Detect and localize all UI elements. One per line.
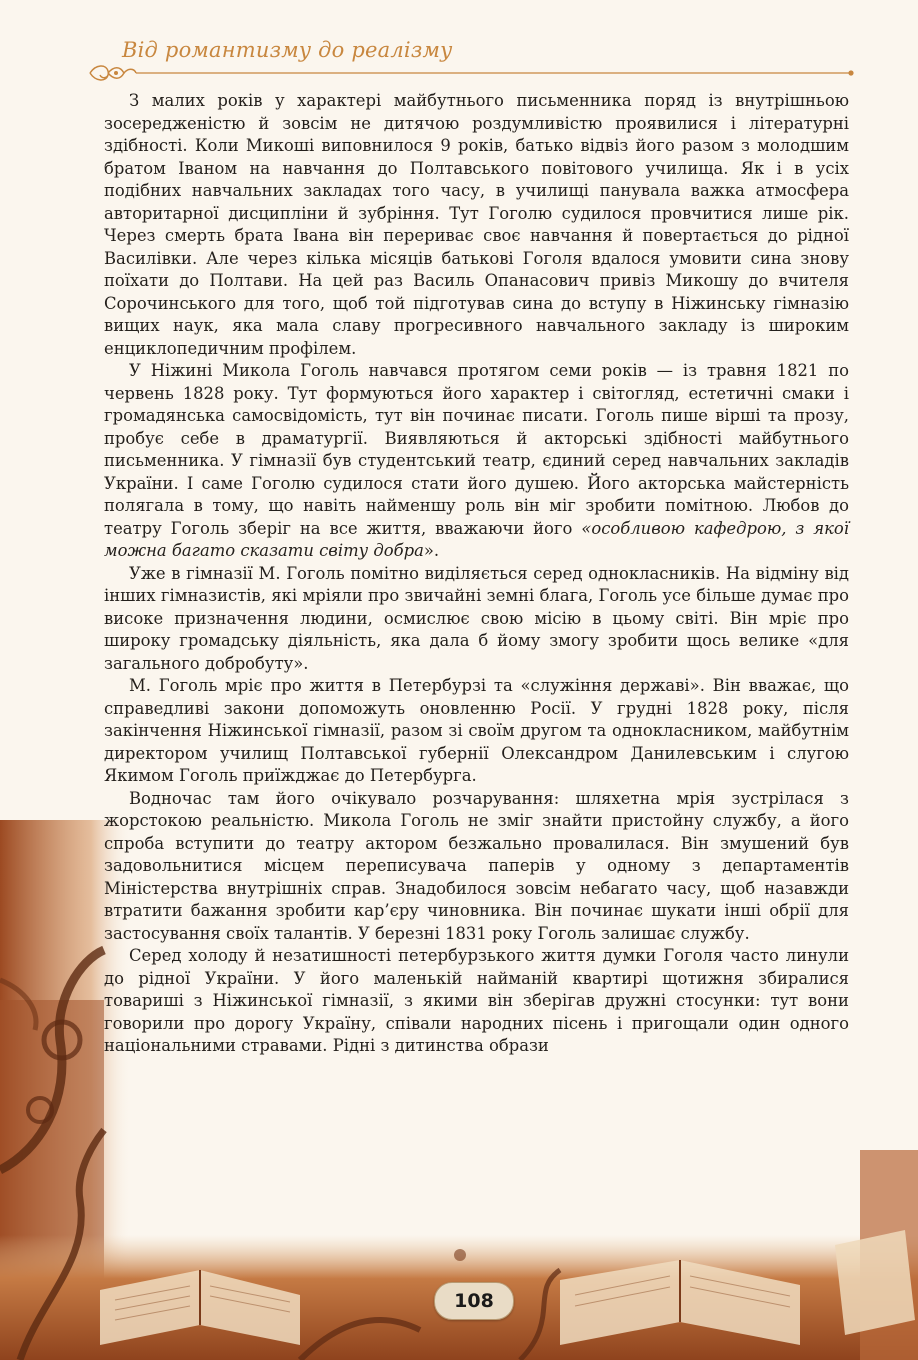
paragraph-5: Водночас там його очікувало розчарування: шляхетна мрія зустрілася з жорстокою реальністю. Микола Гоголь не зміг знайти пристойну службу, а його спроба вступити до театру актором безжально провалилася. Він змушений був задовольнитися місцем переписувача паперів у одному з департаментів Міністерства внутрішніх справ. Знадобилося зовсім небагато часу, щоб назавжди втратити бажання зробити кар’єру чиновника. Він починає шукати інші обрії для застосування своїх талантів. У березні 1831 року Гоголь залишає службу. <box>104 788 849 943</box>
paragraph-3: Уже в гімназії М. Гоголь помітно виділяється серед однокласників. На відміну від інших гімназистів, які мріяли про звичайні земні блага, Гоголь усе більше думає про високе призначення людини, осмислює свою місію в цьому світі. Він мріє про широку громадську діяльність, яка дала б йому змогу зробити щось велике «для загального добробуту». <box>104 563 850 673</box>
section-title: Від романтизму до реалізму <box>122 38 453 62</box>
paragraph-1: З малих років у характері майбутнього письменника поряд із внутрішньою зосередженістю й зовсім не дитячою роздумливістю проявилися і літературні здібності. Коли Микоші виповнилося 9 років, батько відвіз його разом з молодшим братом Іваном на навчання до Полтавського повітового училища. Як і в усіх подібних навчальних закладах того часу, в училищі панувала важка атмосфера авторитарної дисципліни й зубріння. Тут Гоголю судилося провчитися лише рік. Через смерть брата Івана він перериває своє навчання й повертається до рідної Василівки. Але через кілька місяців батькові Гоголя вдалося умовити сина знову поїхати до Полтави. На цей раз Василь Опанасович привіз Микошу до вчителя Сорочинського для того, щоб той підготував сина до вступу в Ніжинську гімназію вищих наук, яка мала славу прогресивного навчального закладу із широким енциклопедичним профілем. <box>104 91 850 358</box>
quote-italic: «особливою кафедрою, з якої можна багато сказати світу добра <box>104 518 849 560</box>
running-header <box>88 34 858 90</box>
paragraph-6: Серед холоду й незатишності петербурзького життя думки Гоголя часто линули до рідної України. У його маленькій найманій квартирі щотижня збиралися товариші з Ніжинської гімназії, з якими він зберігав дружні стосунки: тут вони говорили про дорогу Україну, співали народних пісень і пригощали один одного національними стравами. Рідні з дитинства образи <box>104 946 850 1055</box>
page-number: 108 <box>434 1282 514 1320</box>
body-text <box>104 90 849 1058</box>
paragraph-2: У Ніжині Микола Гоголь навчався протягом семи років — із травня 1821 по червень 1828 року. Тут формуються його характер і світогляд, естетичні смаки і громадянська самосвідомість, тут він починає писати. Гоголь пише вірші та прозу, пробує себе в драматургії. Виявляються й акторські здібності майбутнього письменника. У гімназії був студентський театр, єдиний серед навчальних закладів України. І саме Гоголю судилося стати його душею. Його акторська майстерність полягала в тому, що навіть найменшу роль він міг зробити помітною. Любов до театру Гоголь зберіг на все життя, вважаючи його «особливою кафедрою, з якої можна багато сказати світу добра». <box>104 361 850 560</box>
header-ornament-icon <box>88 56 858 90</box>
paragraph-4: М. Гоголь мріє про життя в Петербурзі та «служіння державі». Він вважає, що справедливі закони допоможуть оновленню Росії. У грудні 1828 року, після закінчення Ніжинської гімназії, разом зі своїм другом та однокласником, майбутнім директором училищ Полтавської губернії Олександром Данилевським і слугою Якимом Гоголь приїжджає до Петербурга. <box>104 676 850 785</box>
